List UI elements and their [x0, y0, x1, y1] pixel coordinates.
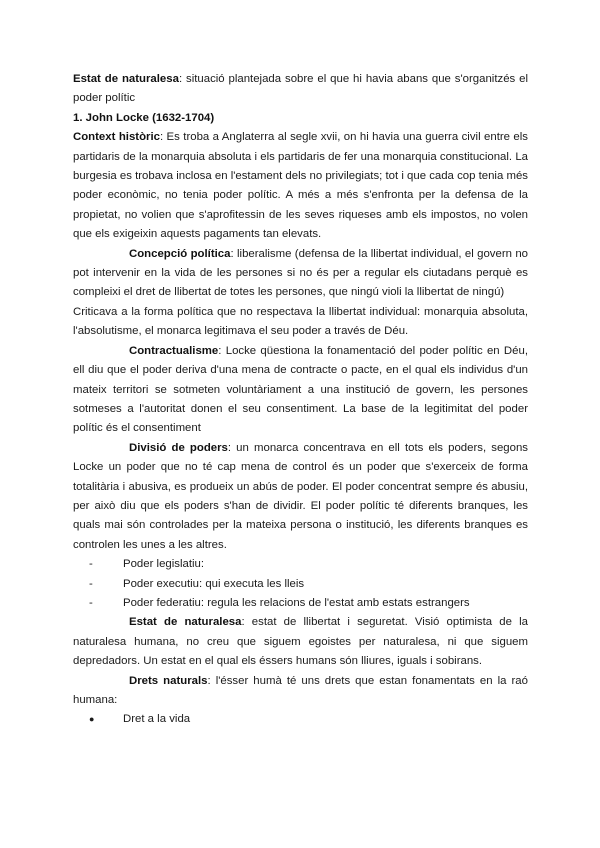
division-term: Divisió de poders: [129, 441, 228, 454]
section-heading: [73, 109, 528, 128]
division-text: : un monarca concentrava en ell tots els poders, segons Locke un poder que no té cap mena de control és un poder que s'exerceix de forma totalitària i abusiva, es produeix un abús de poder. El poder concentrat sempre és abusiu, per això diu que els poders s'han de dividir. El poder polític té diferents branques, les quals mai són controlades per la mateixa persona o institució, les diferents branques es controlen les unes a les altres.: [73, 441, 528, 551]
dash-marker: -: [89, 596, 93, 609]
politics-text: : liberalisme (defensa de la llibertat individual, el govern no pot intervenir en la vida de les persones si no és per a regular els ciutadans perquè es compleixi el dret de llibertat de totes les persones, que ningú violi la llibertat de ningú): [73, 247, 528, 299]
list-item-text: Dret a la vida: [123, 713, 191, 726]
nature-term: Estat de naturalesa: [129, 616, 242, 629]
heading-text: 1. John Locke (1632-1704): [73, 111, 215, 124]
rights-list: [73, 710, 528, 729]
contract-text: : Locke qüestiona la fonamentació del poder polític en Déu, ell diu que el poder deriva d'una mena de contracte o pacte, en el qual els individus d'un mateix territori se sotmeten voluntàriament a una institució de govern, les persones sotmeses a l'autoritat donen el seu consentiment. La base de la legitimitat del poder polític és el consentiment: [73, 344, 528, 435]
nature-text: : estat de llibertat i seguretat. Visió optimista de la naturalesa humana, no creu que siguem egoistes per naturalesa, ni que siguem depredadors. Un estat en el qual els éssers humans són lliures, iguals i sobirans.: [73, 616, 528, 668]
list-item: [89, 555, 528, 574]
critique-paragraph: Criticava a la forma política que no respectava la llibertat individual: monarquia absoluta, l'absolutisme, el monarca legitimava el seu poder a través de Déu.: [73, 305, 528, 338]
list-item: [89, 594, 528, 613]
contract-term: Contractualisme: [129, 344, 219, 357]
rights-term: Drets naturals: [129, 674, 208, 687]
intro-text: : situació plantejada sobre el que hi havia abans que s'organitzés el poder polític: [73, 73, 528, 105]
dash-marker: -: [89, 577, 93, 590]
politics-term: Concepció política: [129, 247, 231, 260]
context-term: Context històric: [73, 131, 160, 144]
list-item: [89, 575, 528, 594]
dash-marker: -: [89, 558, 93, 571]
list-item-text: Poder legislatiu:: [123, 558, 205, 571]
division-paragraph: [73, 439, 528, 555]
context-text: : Es troba a Anglaterra al segle xvii, on hi havia una guerra civil entre els partidaris de la monarquia absoluta i els partidaris de fer una monarquia constitucional. La burgesia es trobava inclosa en l'estament dels no privilegiats; tot i que cada cop tenia més poder econòmic, no tenia poder polític. A més a més s'enfronta per la defensa de la propietat, no volien que s'aprofitessin de les seves riqueses amb els impostos, no volen que els exigeixin aquests pagaments tan elevats.: [73, 131, 528, 241]
intro-paragraph: [73, 70, 528, 109]
document-page: [73, 70, 528, 730]
bullet-icon: ●: [89, 714, 95, 725]
politics-paragraph: [73, 245, 528, 303]
contract-paragraph: [73, 342, 528, 439]
powers-list: [73, 555, 528, 613]
list-item: [89, 710, 528, 729]
context-paragraph: [73, 128, 528, 244]
list-item-text: Poder federatiu: regula les relacions de l'estat amb estats estrangers: [123, 596, 470, 609]
rights-paragraph: [73, 672, 528, 711]
intro-term: Estat de naturalesa: [73, 73, 179, 85]
list-item-text: Poder executiu: qui executa les lleis: [123, 577, 305, 590]
rights-text: : l'ésser humà té uns drets que estan fonamentats en la raó humana:: [73, 674, 528, 706]
nature-paragraph: [73, 613, 528, 671]
